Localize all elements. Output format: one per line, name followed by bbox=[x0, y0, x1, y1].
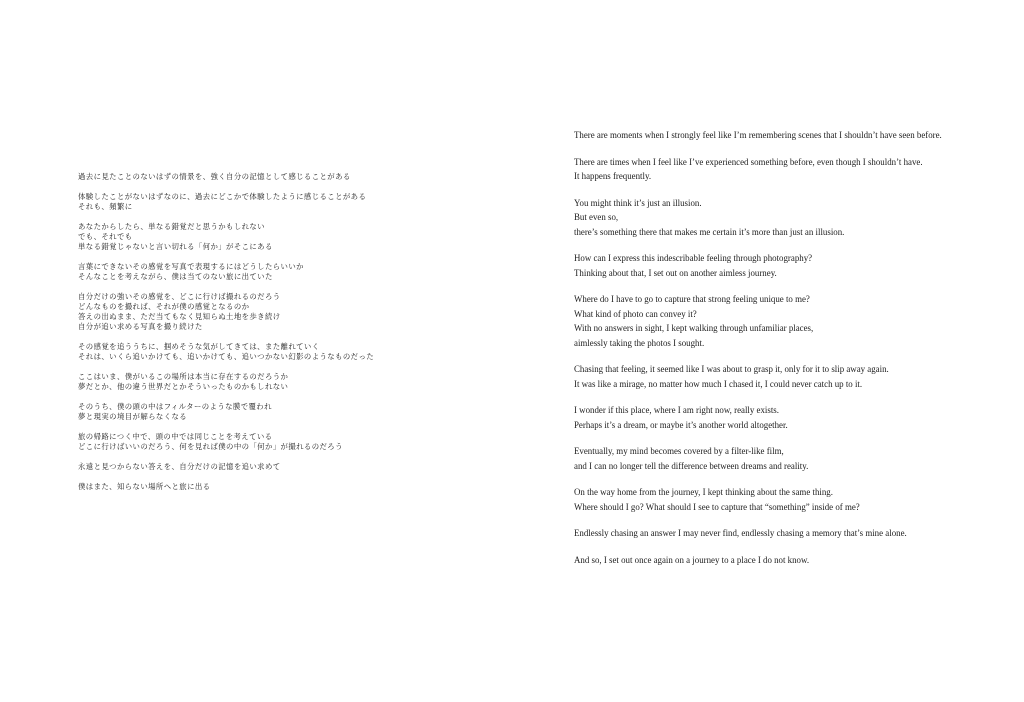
japanese-paragraph bbox=[78, 262, 498, 282]
japanese-line: それは、いくら追いかけても、追いかけても、追いつかない幻影のようなものだった bbox=[78, 352, 375, 361]
japanese-paragraph bbox=[78, 432, 498, 452]
japanese-line: そのうち、僕の頭の中はフィルターのような膜で覆われ bbox=[78, 402, 272, 411]
english-paragraph bbox=[574, 485, 1014, 514]
english-line: and I can no longer tell the difference between dreams and reality. bbox=[574, 460, 809, 471]
japanese-line: そんなことを考えながら、僕は当てのない旅に出ていた bbox=[78, 272, 273, 281]
japanese-line: 僕はまた、知らない場所へと旅に出る bbox=[78, 482, 211, 491]
japanese-paragraph bbox=[78, 172, 498, 182]
japanese-line: 自分が追い求める写真を撮り続けた bbox=[78, 322, 203, 331]
english-line: There are times when I feel like I’ve experienced something before, even though I shouldn’t have. bbox=[574, 156, 923, 167]
english-paragraph bbox=[574, 196, 1014, 240]
japanese-line: どんなものを撮れば、それが僕の感覚となるのか bbox=[78, 302, 250, 311]
japanese-line: 言葉にできないその感覚を写真で表現するにはどうしたらいいか bbox=[78, 262, 304, 271]
english-line: On the way home from the journey, I kept thinking about the same thing. bbox=[574, 487, 833, 497]
english-line: And so, I set out once again on a journey to a place I do not know. bbox=[574, 554, 810, 565]
english-paragraph bbox=[574, 128, 1014, 143]
japanese-line: ここはいま、僕がいるこの場所は本当に存在するのだろうか bbox=[78, 372, 289, 381]
english-line: Chasing that feeling, it seemed like I was about to grasp it, only for it to slip away again. bbox=[574, 364, 889, 374]
english-paragraph bbox=[574, 403, 1014, 432]
english-line: Perhaps it’s a dream, or maybe it’s another world altogether. bbox=[574, 419, 788, 430]
japanese-paragraph bbox=[78, 462, 498, 472]
english-line: There are moments when I strongly feel like I’m remembering scenes that I shouldn’t have seen before. bbox=[574, 130, 942, 140]
english-line: You might think it’s just an illusion. bbox=[574, 197, 702, 208]
japanese-line: あなたからしたら、単なる錯覚だと思うかもしれない bbox=[78, 222, 265, 231]
english-line: there’s something there that makes me certain it’s more than just an illusion. bbox=[574, 226, 845, 237]
english-paragraph bbox=[574, 526, 1014, 541]
english-line: Endlessly chasing an answer I may never find, endlessly chasing a memory that’s mine alone. bbox=[574, 528, 907, 538]
japanese-line: 答えの出ぬまま、ただ当てもなく見知らぬ土地を歩き続け bbox=[78, 312, 281, 321]
english-text-block bbox=[574, 128, 1014, 579]
english-paragraph bbox=[574, 155, 1014, 184]
english-line: What kind of photo can convey it? bbox=[574, 308, 697, 319]
japanese-line: それも、頻繁に bbox=[78, 202, 133, 211]
japanese-paragraph bbox=[78, 222, 498, 252]
english-paragraph bbox=[574, 553, 1014, 568]
japanese-paragraph bbox=[78, 192, 498, 212]
english-paragraph bbox=[574, 292, 1014, 350]
english-line: But even so, bbox=[574, 212, 619, 222]
japanese-line: 過去に見たことのないはずの情景を、強く自分の記憶として感じることがある bbox=[78, 172, 351, 181]
english-line: With no answers in sight, I kept walking through unfamiliar places, bbox=[574, 323, 814, 333]
english-line: Where should I go? What should I see to capture that “something” inside of me? bbox=[574, 501, 860, 512]
japanese-line: 夢だとか、他の違う世界だとかそういったものかもしれない bbox=[78, 382, 289, 391]
japanese-paragraph bbox=[78, 402, 498, 422]
japanese-line: その感覚を追ううちに、掴めそうな気がしてきては、また離れていく bbox=[78, 342, 320, 351]
english-line: It happens frequently. bbox=[574, 171, 652, 181]
english-paragraph bbox=[574, 444, 1014, 473]
japanese-line: 永遠と見つからない答えを、自分だけの記憶を追い求めて bbox=[78, 462, 281, 471]
english-line: It was like a mirage, no matter how much I chased it, I could never catch up to it. bbox=[574, 378, 863, 389]
japanese-line: でも、それでも bbox=[78, 232, 133, 241]
japanese-line: 夢と現実の境目が解らなくなる bbox=[78, 412, 188, 421]
japanese-line: どこに行けばいいのだろう、何を見れば僕の中の「何か」が撮れるのだろう bbox=[78, 442, 343, 451]
english-line: aimlessly taking the photos I sought. bbox=[574, 337, 705, 348]
english-paragraph bbox=[574, 362, 1014, 391]
english-line: Thinking about that, I set out on another aimless journey. bbox=[574, 267, 777, 278]
right-page bbox=[512, 0, 1024, 702]
english-line: Where do I have to go to capture that strong feeling unique to me? bbox=[574, 294, 810, 304]
japanese-line: 体験したことがないはずなのに、過去にどこかで体験したように感じることがある bbox=[78, 192, 367, 201]
japanese-line: 単なる錯覚じゃないと言い切れる「何か」がそこにある bbox=[78, 242, 273, 251]
japanese-line: 自分だけの強いその感覚を、どこに行けば撮れるのだろう bbox=[78, 292, 281, 301]
japanese-paragraph bbox=[78, 482, 498, 492]
japanese-paragraph bbox=[78, 342, 498, 362]
english-line: I wonder if this place, where I am right now, really exists. bbox=[574, 405, 779, 415]
japanese-paragraph bbox=[78, 292, 498, 332]
japanese-line: 旅の帰路につく中で、頭の中では同じことを考えている bbox=[78, 432, 273, 441]
english-line: Eventually, my mind becomes covered by a filter-like film, bbox=[574, 446, 784, 456]
japanese-paragraph bbox=[78, 372, 498, 392]
english-line: How can I express this indescribable feeling through photography? bbox=[574, 253, 813, 263]
japanese-text-block bbox=[78, 172, 498, 502]
english-paragraph bbox=[574, 251, 1014, 280]
